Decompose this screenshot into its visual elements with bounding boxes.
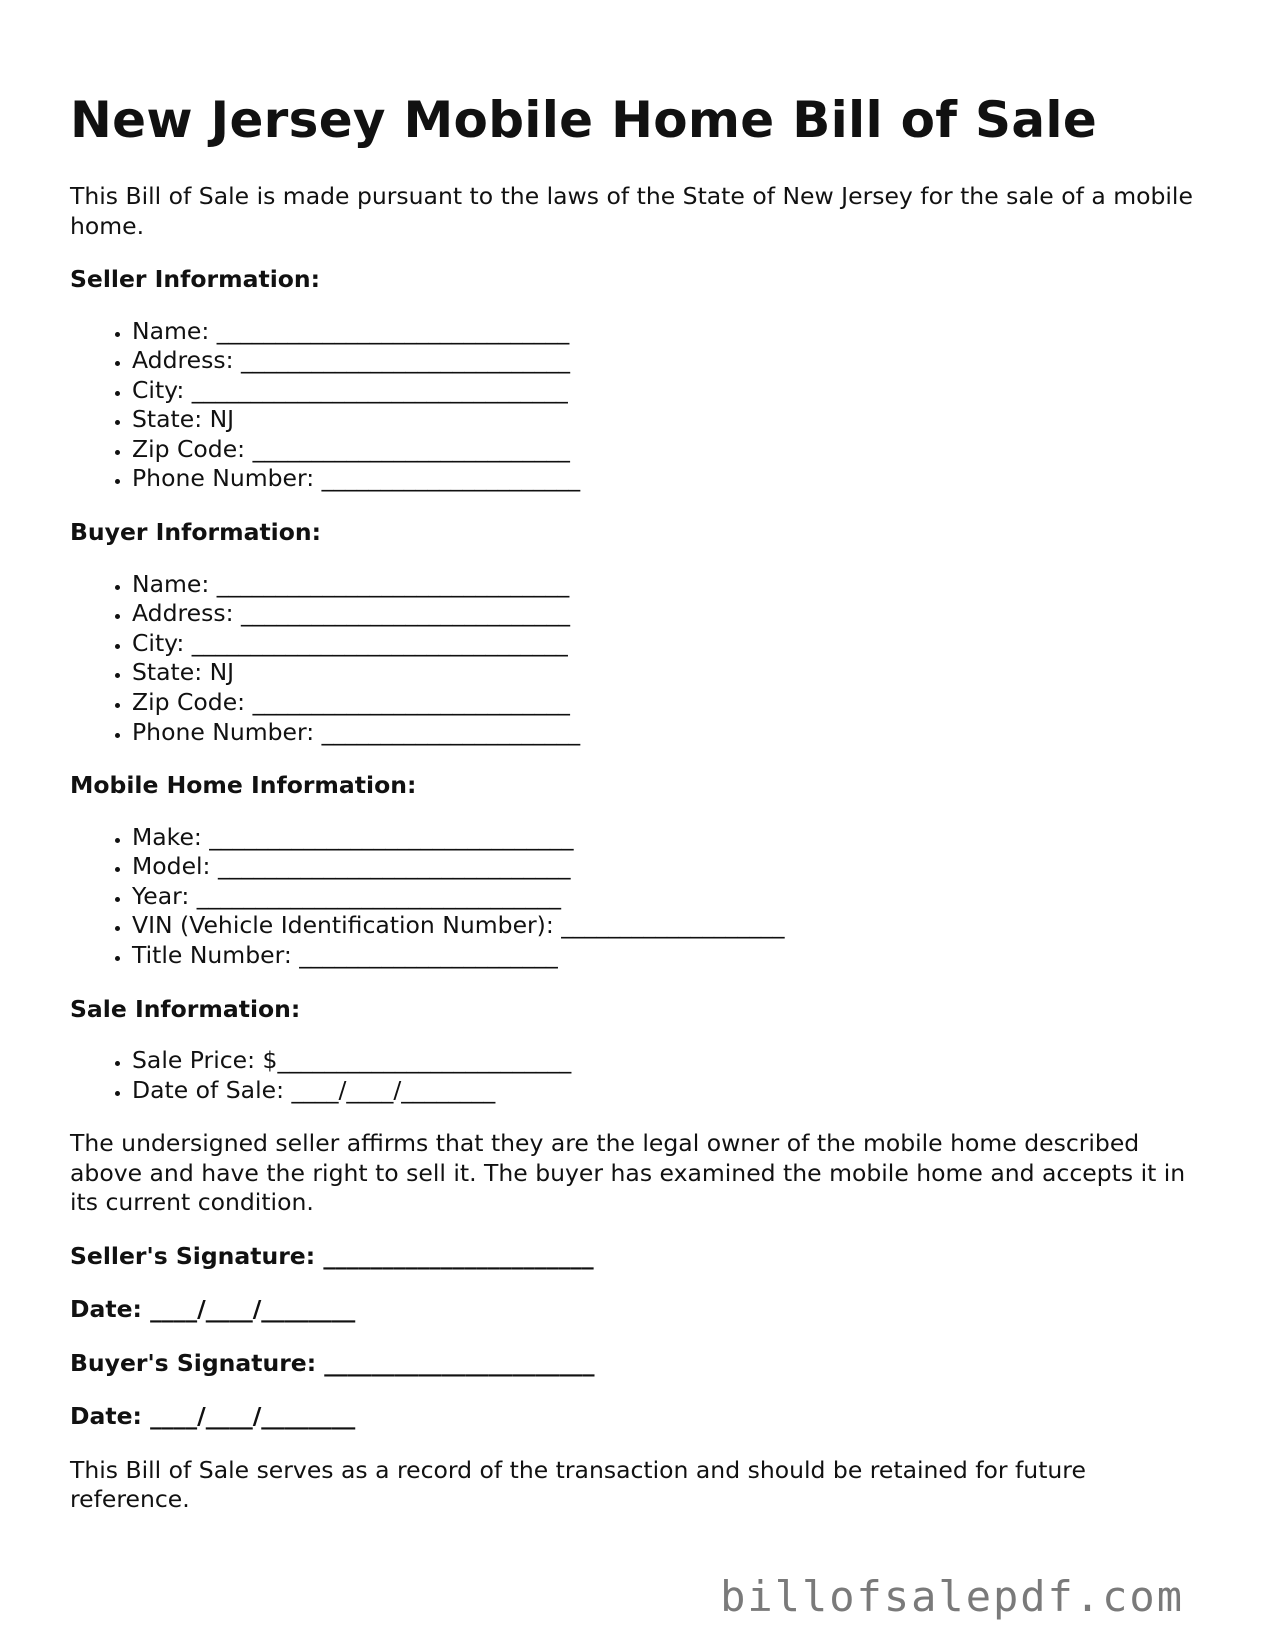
buyer-phone-field[interactable]: • Phone Number: ______________________ <box>132 718 1210 748</box>
mobile-home-field-list <box>70 823 1210 971</box>
seller-address-field[interactable]: • Address: ____________________________ <box>132 346 1210 376</box>
seller-name-field[interactable]: • Name: ______________________________ <box>132 317 1210 347</box>
make-field[interactable]: • Make: _______________________________ <box>132 823 1210 853</box>
vin-field[interactable]: • VIN (Vehicle Identification Number): ___________________ <box>132 911 1210 941</box>
intro-paragraph: This Bill of Sale is made pursuant to the laws of the State of New Jersey for the sale of a mobile home. <box>70 182 1193 240</box>
closing-paragraph: This Bill of Sale serves as a record of the transaction and should be retained for future reference. <box>70 1455 1086 1514</box>
document-title: New Jersey Mobile Home Bill of Sale <box>70 91 1098 149</box>
model-field[interactable]: • Model: ______________________________ <box>132 852 1210 882</box>
sale-price-field[interactable]: • Sale Price: $_________________________ <box>132 1046 1210 1076</box>
buyer-date-line[interactable]: Date: ____/____/________ <box>70 1402 356 1431</box>
seller-date-line[interactable]: Date: ____/____/________ <box>70 1295 356 1324</box>
buyer-section-heading: Buyer Information: <box>70 518 322 547</box>
buyer-name-field[interactable]: • Name: ______________________________ <box>132 570 1210 600</box>
seller-city-field[interactable]: • City: ________________________________ <box>132 376 1210 406</box>
seller-field-list <box>70 317 1210 495</box>
seller-state-field: • State: NJ <box>132 405 1210 435</box>
sale-field-list <box>70 1046 1210 1105</box>
buyer-signature-line[interactable]: Buyer's Signature: _______________________ <box>70 1348 595 1377</box>
buyer-address-field[interactable]: • Address: ____________________________ <box>132 599 1210 629</box>
seller-zip-field[interactable]: • Zip Code: ___________________________ <box>132 435 1210 465</box>
date-of-sale-field[interactable]: • Date of Sale: ____/____/________ <box>132 1076 1210 1106</box>
site-watermark: billofsalepdf.com <box>720 1572 1184 1621</box>
buyer-zip-field[interactable]: • Zip Code: ___________________________ <box>132 688 1210 718</box>
buyer-state-field: • State: NJ <box>132 658 1210 688</box>
seller-signature-line[interactable]: Seller's Signature: _______________________ <box>70 1241 594 1270</box>
document-page <box>70 80 1210 1515</box>
mobile-home-section-heading: Mobile Home Information: <box>70 771 417 800</box>
buyer-field-list <box>70 570 1210 748</box>
buyer-city-field[interactable]: • City: ________________________________ <box>132 629 1210 659</box>
sale-section-heading: Sale Information: <box>70 994 301 1023</box>
year-field[interactable]: • Year: _______________________________ <box>132 882 1210 912</box>
seller-section-heading: Seller Information: <box>70 265 321 293</box>
seller-phone-field[interactable]: • Phone Number: ______________________ <box>132 464 1210 494</box>
title-number-field[interactable]: • Title Number: ______________________ <box>132 941 1210 971</box>
affirmation-paragraph: The undersigned seller affirms that they are the legal owner of the mobile home described above and have the right to sell it. The buyer has examined the mobile home and accepts it in its current condition. <box>70 1129 1186 1217</box>
